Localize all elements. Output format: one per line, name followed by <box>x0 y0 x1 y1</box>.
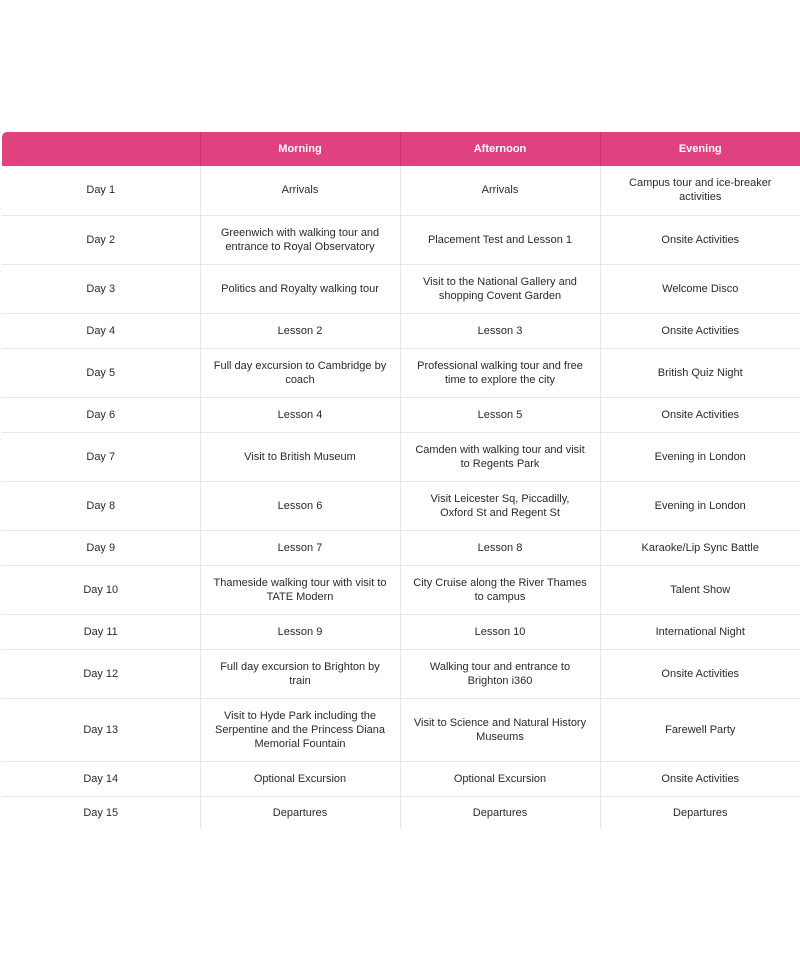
evening-cell: Onsite Activities <box>600 397 800 432</box>
table-row <box>2 530 800 565</box>
morning-cell: Lesson 6 <box>200 481 400 530</box>
morning-cell: Optional Excursion <box>200 761 400 796</box>
day-cell: Day 5 <box>2 348 200 397</box>
morning-cell: Arrivals <box>200 166 400 215</box>
afternoon-cell: Departures <box>400 796 600 829</box>
table-row <box>2 397 800 432</box>
evening-cell: Onsite Activities <box>600 761 800 796</box>
evening-cell: Welcome Disco <box>600 264 800 313</box>
evening-cell: Farewell Party <box>600 698 800 761</box>
table-row <box>2 348 800 397</box>
day-cell: Day 7 <box>2 432 200 481</box>
morning-cell: Lesson 4 <box>200 397 400 432</box>
day-cell: Day 11 <box>2 614 200 649</box>
day-cell: Day 1 <box>86 184 116 197</box>
table-row <box>2 432 800 481</box>
afternoon-cell: Visit to Science and Natural History Museums <box>400 698 600 761</box>
morning-cell: Thameside walking tour with visit to TATE Modern <box>200 565 400 614</box>
morning-cell: Politics and Royalty walking tour <box>200 264 400 313</box>
day-cell: Day 15 <box>2 796 200 829</box>
day-cell: Day 13 <box>2 698 200 761</box>
table-row <box>2 565 800 614</box>
afternoon-cell: Lesson 10 <box>400 614 600 649</box>
afternoon-cell: Lesson 5 <box>400 397 600 432</box>
evening-cell: Onsite Activities <box>600 215 800 264</box>
itinerary-table <box>2 132 800 829</box>
table-row <box>2 614 800 649</box>
header-day <box>2 132 200 166</box>
header-morning: Morning <box>200 132 400 166</box>
afternoon-cell: Professional walking tour and free time to explore the city <box>400 348 600 397</box>
morning-cell: Visit to British Museum <box>200 432 400 481</box>
afternoon-cell: Lesson 8 <box>400 530 600 565</box>
evening-cell: Onsite Activities <box>600 313 800 348</box>
afternoon-cell: Visit to the National Gallery and shopping Covent Garden <box>400 264 600 313</box>
table-row <box>2 313 800 348</box>
day-cell: Day 14 <box>2 761 200 796</box>
table-row <box>2 796 800 829</box>
morning-cell: Lesson 7 <box>200 530 400 565</box>
afternoon-cell: Lesson 3 <box>400 313 600 348</box>
table-row <box>2 264 800 313</box>
evening-cell: Onsite Activities <box>600 649 800 698</box>
table-row <box>2 698 800 761</box>
morning-cell: Lesson 9 <box>200 614 400 649</box>
table-header-row <box>2 132 800 166</box>
morning-cell: Greenwich with walking tour and entrance to Royal Observatory <box>200 215 400 264</box>
table-row <box>2 166 800 215</box>
table-row <box>2 761 800 796</box>
afternoon-cell: Placement Test and Lesson 1 <box>400 215 600 264</box>
afternoon-cell: Walking tour and entrance to Brighton i360 <box>400 649 600 698</box>
morning-cell: Full day excursion to Brighton by train <box>200 649 400 698</box>
table-row <box>2 649 800 698</box>
day-cell: Day 4 <box>2 313 200 348</box>
day-cell: Day 10 <box>2 565 200 614</box>
day-cell: Day 2 <box>2 215 200 264</box>
table-row <box>2 215 800 264</box>
day-cell: Day 9 <box>2 530 200 565</box>
evening-cell: Karaoke/Lip Sync Battle <box>600 530 800 565</box>
afternoon-cell: Arrivals <box>400 166 600 215</box>
evening-cell: Talent Show <box>600 565 800 614</box>
day-cell: Day 8 <box>2 481 200 530</box>
afternoon-cell: Optional Excursion <box>400 761 600 796</box>
morning-cell: Visit to Hyde Park including the Serpentine and the Princess Diana Memorial Fountain <box>200 698 400 761</box>
header-evening: Evening <box>600 132 800 166</box>
afternoon-cell: Visit Leicester Sq, Piccadilly, Oxford St and Regent St <box>400 481 600 530</box>
header-afternoon: Afternoon <box>400 132 600 166</box>
evening-cell: Departures <box>600 796 800 829</box>
evening-cell: Evening in London <box>600 481 800 530</box>
evening-cell: British Quiz Night <box>600 348 800 397</box>
day-cell: Day 6 <box>2 397 200 432</box>
morning-cell: Departures <box>200 796 400 829</box>
day-cell: Day 3 <box>2 264 200 313</box>
evening-cell: International Night <box>600 614 800 649</box>
afternoon-cell: City Cruise along the River Thames to campus <box>400 565 600 614</box>
evening-cell: Evening in London <box>600 432 800 481</box>
afternoon-cell: Camden with walking tour and visit to Regents Park <box>400 432 600 481</box>
table-row <box>2 481 800 530</box>
day-cell: Day 12 <box>2 649 200 698</box>
evening-cell: Campus tour and ice-breaker activities <box>600 166 800 215</box>
morning-cell: Lesson 2 <box>200 313 400 348</box>
morning-cell: Full day excursion to Cambridge by coach <box>200 348 400 397</box>
